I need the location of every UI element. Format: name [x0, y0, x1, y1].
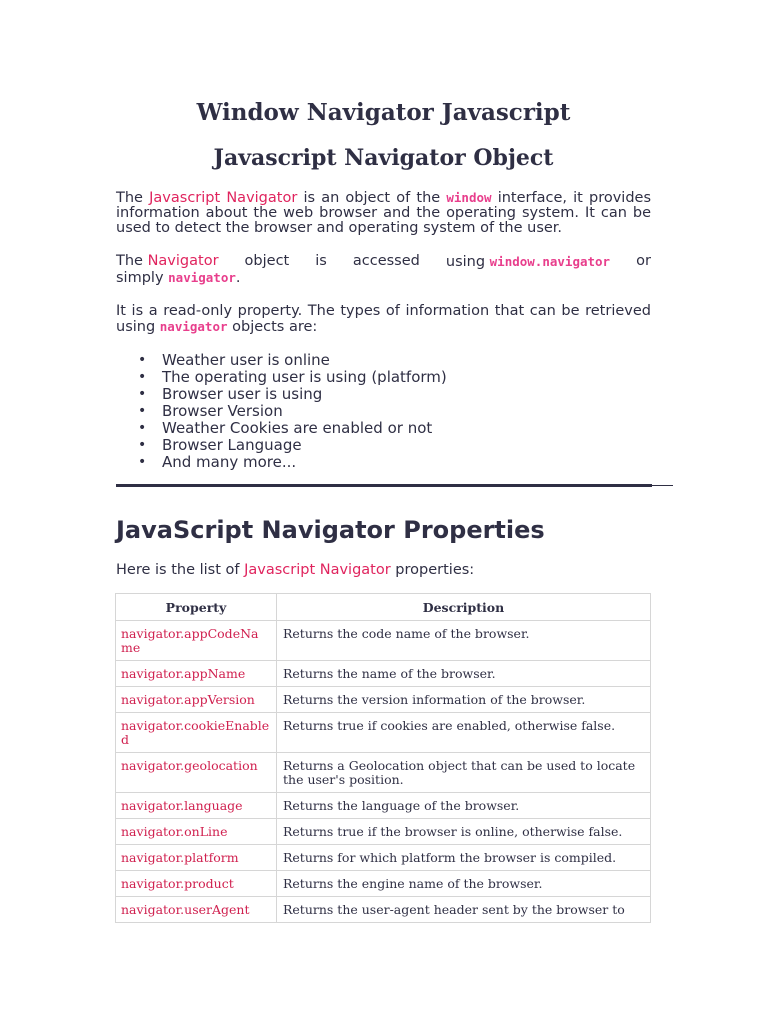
document-page [116, 96, 651, 471]
table-row [116, 661, 651, 687]
list-item: • And many more... [162, 454, 651, 471]
table-row [116, 871, 651, 897]
table-row [116, 819, 651, 845]
text-fragment: is an object of the [297, 190, 447, 206]
list-item: • Browser Version [162, 403, 651, 420]
text-fragment: object [244, 253, 290, 269]
intro-paragraph-3 [116, 304, 651, 335]
text-fragment: objects are: [227, 319, 318, 335]
text-fragment: It is a read-only property. The types of information that can be retrieved using [116, 303, 651, 335]
properties-table [115, 593, 651, 923]
list-item: • Weather Cookies are enabled or not [162, 420, 651, 437]
feature-list [116, 352, 651, 471]
description-cell: Returns the name of the browser. [277, 661, 651, 687]
text-fragment: interface, it provides information about the web browser and the operating system. It can be used to detect the browser and operating system of the user. [116, 190, 652, 236]
properties-intro [116, 561, 651, 579]
list-item: • The operating user is using (platform) [162, 369, 651, 386]
property-cell: navigator.appName [116, 661, 277, 687]
javascript-navigator-link[interactable]: Javascript Navigator [244, 562, 391, 578]
property-cell: navigator.language [116, 793, 277, 819]
text-fragment: using window.navigator [445, 254, 611, 270]
description-cell: Returns for which platform the browser is compiled. [277, 845, 651, 871]
table-row [116, 621, 651, 661]
property-cell: navigator.product [116, 871, 277, 897]
text-fragment: accessed [352, 253, 420, 269]
column-header-description: Description [277, 594, 651, 621]
list-item: • Browser user is using [162, 386, 651, 403]
description-cell: Returns true if the browser is online, otherwise false. [277, 819, 651, 845]
properties-heading: JavaScript Navigator Properties [116, 516, 545, 544]
properties-section [116, 513, 651, 579]
text-fragment: or [636, 253, 651, 269]
inline-code-window: window [446, 190, 492, 205]
text-fragment: simply [116, 270, 169, 286]
property-cell: navigator.geolocation [116, 753, 277, 793]
list-item: • Weather user is online [162, 352, 651, 369]
table-header-row [116, 594, 651, 621]
table-row [116, 753, 651, 793]
inline-code-navigator: navigator [159, 319, 228, 334]
property-cell: navigator.platform [116, 845, 277, 871]
navigator-link[interactable]: Navigator [147, 253, 219, 269]
text-fragment: The Navigator [116, 253, 219, 269]
description-cell: Returns the engine name of the browser. [277, 871, 651, 897]
column-header-property: Property [116, 594, 277, 621]
javascript-navigator-link[interactable]: Javascript Navigator [149, 190, 298, 206]
section-divider [116, 484, 652, 487]
text-fragment: Here is the list of [116, 562, 245, 578]
paragraph-line [116, 254, 651, 270]
text-fragment: properties: [390, 562, 475, 578]
description-cell: Returns a Geolocation object that can be used to locate the user's position. [277, 753, 651, 793]
property-cell: navigator.appCodeName [116, 621, 277, 661]
text-fragment: . [235, 270, 241, 286]
table-row [116, 897, 651, 923]
intro-paragraph-1 [116, 190, 651, 236]
inline-code-navigator: navigator [168, 270, 236, 285]
intro-paragraph-2 [116, 254, 651, 286]
divider-extension [652, 485, 673, 486]
inline-code-window-navigator: window.navigator [489, 254, 611, 269]
property-cell: navigator.onLine [116, 819, 277, 845]
description-cell: Returns the code name of the browser. [277, 621, 651, 661]
text-fragment: is [315, 253, 327, 269]
description-cell: Returns true if cookies are enabled, otherwise false. [277, 713, 651, 753]
table-row [116, 713, 651, 753]
description-cell: Returns the user-agent header sent by the browser to [277, 897, 651, 923]
property-cell: navigator.cookieEnabled [116, 713, 277, 753]
page-subtitle: Javascript Navigator Object [213, 145, 554, 171]
text-fragment: The [116, 190, 150, 206]
page-title: Window Navigator Javascript [196, 99, 571, 126]
paragraph-line [116, 270, 651, 286]
table-row [116, 793, 651, 819]
property-cell: navigator.userAgent [116, 897, 277, 923]
list-item: • Browser Language [162, 437, 651, 454]
table-row [116, 845, 651, 871]
description-cell: Returns the language of the browser. [277, 793, 651, 819]
description-cell: Returns the version information of the browser. [277, 687, 651, 713]
table-row [116, 687, 651, 713]
property-cell: navigator.appVersion [116, 687, 277, 713]
